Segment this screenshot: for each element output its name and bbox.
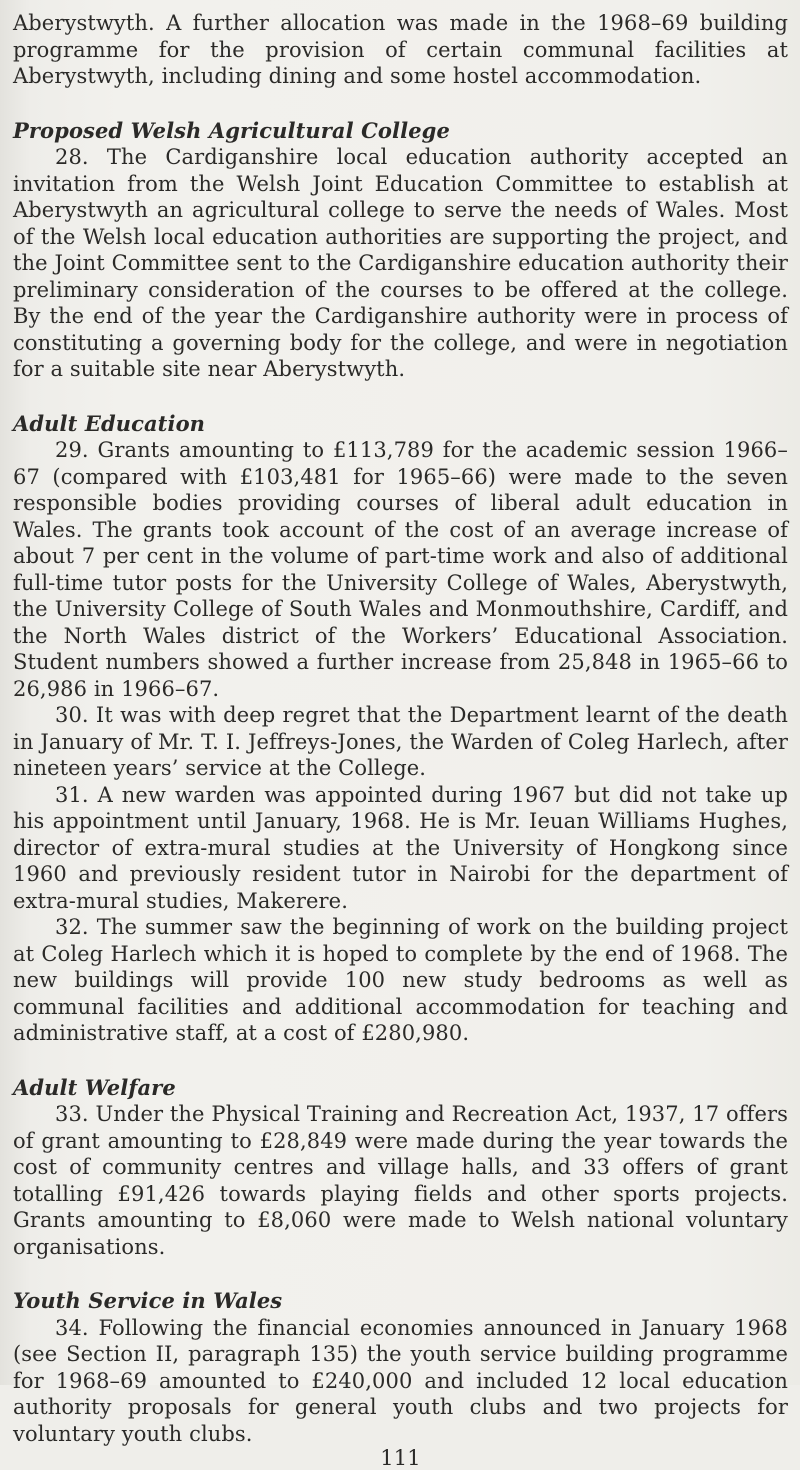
paragraph-30: 30. It was with deep regret that the Department learnt of the death in January of Mr. T. I. Jeffreys-Jones, the Warden of Coleg Harlech, after nineteen years’ service at the College. — [13, 703, 788, 780]
paragraph-32: 32. The summer saw the beginning of work on the building project at Coleg Harlech which it is hoped to complete by the end of 1968. The new buildings will provide 100 new study bedrooms as well as communal facilities and additional accommodation for teaching and administrative staff, at a cost of £280,980. — [13, 915, 788, 1045]
section-gap — [13, 1047, 788, 1075]
paragraph-34: 34. Following the financial economies announced in January 1968 (see Section II, paragraph 135) the youth service building programme for 1968–69 amounted to £240,000 and included 12 local education authority proposals for general youth clubs and two projects for voluntary youth clubs. — [13, 1315, 788, 1446]
section-gap — [13, 90, 788, 118]
paragraph-28: 28. The Cardiganshire local education authority accepted an invitation from the Welsh Joint Education Committee to establish at Aberystwyth an agricultural college to serve the needs of Wales. Most of the Welsh local education authorities are supporting the project, and the Joint Committee sent to the Cardiganshire education authority their preliminary consideration of the courses to be offered at the college. By the end of the year the Cardiganshire authority were in process of constituting a governing body for the college, and were in negotiation for a suitable site near Aberystwyth. — [13, 145, 788, 381]
section-gap — [13, 1260, 788, 1288]
intro-paragraph: Aberystwyth. A further allocation was made in the 1968–69 building programme for the provision of certain communal facilities at Aberystwyth, including dining and some hostel accommodation. — [13, 11, 788, 88]
section-heading-youth-service: Youth Service in Wales — [13, 1288, 283, 1313]
section-heading-welsh-agricultural-college: Proposed Welsh Agricultural College — [13, 117, 450, 143]
paragraph-31: 31. A new warden was appointed during 1967 but did not take up his appointment until January, 1968. He is Mr. Ieuan Williams Hughes, director of extra-mural studies at the University of Hongkong since 1960 and previously resident tutor in Nairobi for the department of extra-mural studies, Makerere. — [13, 782, 788, 913]
paragraph-33: 33. Under the Physical Training and Recreation Act, 1937, 17 offers of grant amounting to £28,849 were made during the year towards the cost of community centres and village halls, and 33 offers of grant totalling £91,426 towards playing fields and other sports projects. Grants amounting to £8,060 were made to Welsh national voluntary organisations. — [13, 1102, 788, 1259]
page-number: 111 — [380, 1446, 421, 1470]
paragraph-29: 29. Grants amounting to £113,789 for the academic session 1966–67 (compared with £103,481 for 1965–66) were made to the seven responsible bodies providing courses of liberal adult education in Wales. The grants took account of the cost of an average increase of about 7 per cent in the volume of part-time work and also of additional full-time tutor posts for the University College of Wales, Aberystwyth, the University College of South Wales and Monmouthshire, Cardiff, and the North Wales district of the Workers’ Educational Association. Student numbers showed a further increase from 25,848 in 1965–66 to 26,986 in 1966–67. — [13, 438, 788, 701]
section-heading-adult-welfare: Adult Welfare — [13, 1074, 176, 1100]
page-content — [13, 10, 788, 1469]
section-gap — [13, 383, 788, 411]
section-heading-adult-education: Adult Education — [13, 410, 206, 436]
